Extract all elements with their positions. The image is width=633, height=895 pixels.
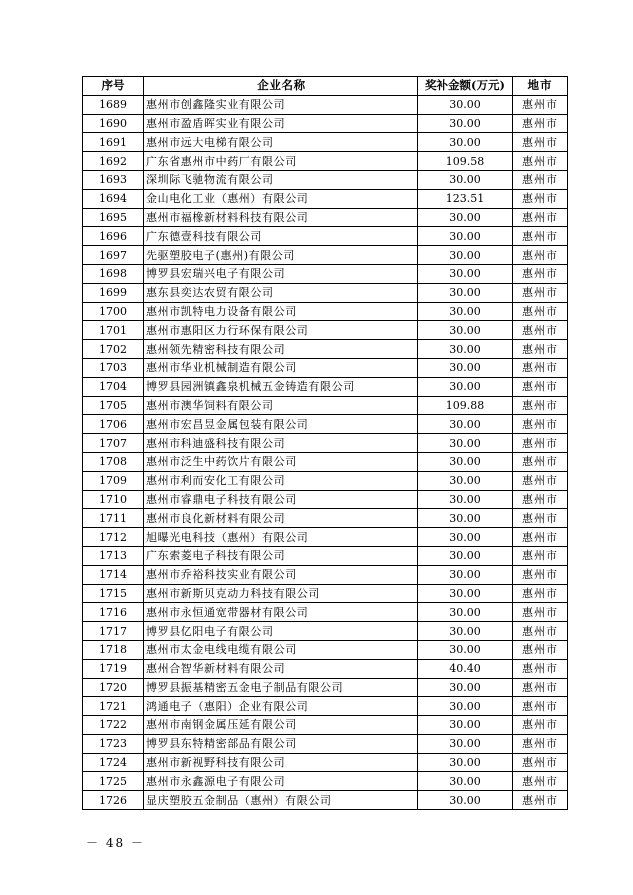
serial-number-cell: 1706 bbox=[83, 415, 144, 434]
table-row bbox=[83, 246, 568, 265]
city-cell: 惠州市 bbox=[513, 697, 568, 716]
subsidy-amount-cell: 30.00 bbox=[418, 114, 513, 133]
table-row bbox=[83, 622, 568, 641]
company-name-cell: 惠州市睿鼎电子科技有限公司 bbox=[144, 490, 418, 509]
subsidy-amount-cell: 30.00 bbox=[418, 321, 513, 340]
serial-number-cell: 1716 bbox=[83, 603, 144, 622]
table-row bbox=[83, 490, 568, 509]
subsidy-amount-cell: 30.00 bbox=[418, 697, 513, 716]
table-row bbox=[83, 716, 568, 735]
table-row bbox=[83, 208, 568, 227]
table-row bbox=[83, 603, 568, 622]
subsidy-amount-cell: 30.00 bbox=[418, 246, 513, 265]
serial-number-cell: 1710 bbox=[83, 490, 144, 509]
serial-number-cell: 1709 bbox=[83, 471, 144, 490]
company-name-cell: 惠州市凯特电力设备有限公司 bbox=[144, 302, 418, 321]
serial-number-cell: 1722 bbox=[83, 716, 144, 735]
subsidy-amount-cell: 109.58 bbox=[418, 152, 513, 171]
city-cell: 惠州市 bbox=[513, 340, 568, 359]
header-company-name: 企业名称 bbox=[144, 77, 418, 96]
city-cell: 惠州市 bbox=[513, 565, 568, 584]
table-row bbox=[83, 791, 568, 810]
subsidy-amount-cell: 30.00 bbox=[418, 283, 513, 302]
serial-number-cell: 1689 bbox=[83, 95, 144, 114]
table-row bbox=[83, 640, 568, 659]
serial-number-cell: 1715 bbox=[83, 584, 144, 603]
serial-number-cell: 1700 bbox=[83, 302, 144, 321]
table-row bbox=[83, 452, 568, 471]
table-row bbox=[83, 114, 568, 133]
subsidy-amount-cell: 40.40 bbox=[418, 659, 513, 678]
subsidy-amount-cell: 30.00 bbox=[418, 227, 513, 246]
city-cell: 惠州市 bbox=[513, 584, 568, 603]
serial-number-cell: 1699 bbox=[83, 283, 144, 302]
subsidy-amount-cell: 30.00 bbox=[418, 640, 513, 659]
city-cell: 惠州市 bbox=[513, 490, 568, 509]
subsidy-amount-cell: 30.00 bbox=[418, 584, 513, 603]
table-row bbox=[83, 377, 568, 396]
subsidy-amount-cell: 30.00 bbox=[418, 415, 513, 434]
company-name-cell: 惠州领先精密科技有限公司 bbox=[144, 340, 418, 359]
serial-number-cell: 1704 bbox=[83, 377, 144, 396]
subsidy-amount-cell: 109.88 bbox=[418, 396, 513, 415]
subsidy-amount-cell: 30.00 bbox=[418, 678, 513, 697]
company-name-cell: 金山电化工业（惠州）有限公司 bbox=[144, 189, 418, 208]
serial-number-cell: 1713 bbox=[83, 546, 144, 565]
subsidy-amount-cell: 30.00 bbox=[418, 95, 513, 114]
company-name-cell: 惠州市华业机械制造有限公司 bbox=[144, 358, 418, 377]
city-cell: 惠州市 bbox=[513, 546, 568, 565]
city-cell: 惠州市 bbox=[513, 791, 568, 810]
city-cell: 惠州市 bbox=[513, 415, 568, 434]
company-name-cell: 惠州市泛生中药饮片有限公司 bbox=[144, 452, 418, 471]
serial-number-cell: 1721 bbox=[83, 697, 144, 716]
serial-number-cell: 1725 bbox=[83, 772, 144, 791]
city-cell: 惠州市 bbox=[513, 640, 568, 659]
serial-number-cell: 1697 bbox=[83, 246, 144, 265]
serial-number-cell: 1698 bbox=[83, 264, 144, 283]
table-row bbox=[83, 396, 568, 415]
company-name-cell: 惠州市科迪盛科技有限公司 bbox=[144, 434, 418, 453]
city-cell: 惠州市 bbox=[513, 377, 568, 396]
table-row bbox=[83, 95, 568, 114]
subsidy-table bbox=[82, 76, 568, 810]
serial-number-cell: 1692 bbox=[83, 152, 144, 171]
city-cell: 惠州市 bbox=[513, 659, 568, 678]
city-cell: 惠州市 bbox=[513, 678, 568, 697]
city-cell: 惠州市 bbox=[513, 528, 568, 547]
serial-number-cell: 1708 bbox=[83, 452, 144, 471]
city-cell: 惠州市 bbox=[513, 716, 568, 735]
table-row bbox=[83, 546, 568, 565]
company-name-cell: 惠州市太金电线电缆有限公司 bbox=[144, 640, 418, 659]
subsidy-amount-cell: 30.00 bbox=[418, 358, 513, 377]
subsidy-amount-cell: 30.00 bbox=[418, 509, 513, 528]
serial-number-cell: 1690 bbox=[83, 114, 144, 133]
table-row bbox=[83, 189, 568, 208]
city-cell: 惠州市 bbox=[513, 434, 568, 453]
subsidy-amount-cell: 123.51 bbox=[418, 189, 513, 208]
subsidy-amount-cell: 30.00 bbox=[418, 302, 513, 321]
table-row bbox=[83, 509, 568, 528]
serial-number-cell: 1711 bbox=[83, 509, 144, 528]
table-row bbox=[83, 734, 568, 753]
subsidy-amount-cell: 30.00 bbox=[418, 603, 513, 622]
city-cell: 惠州市 bbox=[513, 603, 568, 622]
city-cell: 惠州市 bbox=[513, 208, 568, 227]
company-name-cell: 惠州市利而安化工有限公司 bbox=[144, 471, 418, 490]
subsidy-amount-cell: 30.00 bbox=[418, 490, 513, 509]
city-cell: 惠州市 bbox=[513, 753, 568, 772]
company-name-cell: 广东省惠州市中药厂有限公司 bbox=[144, 152, 418, 171]
company-name-cell: 惠州合智华新材料有限公司 bbox=[144, 659, 418, 678]
subsidy-amount-cell: 30.00 bbox=[418, 264, 513, 283]
city-cell: 惠州市 bbox=[513, 189, 568, 208]
subsidy-amount-cell: 30.00 bbox=[418, 716, 513, 735]
city-cell: 惠州市 bbox=[513, 734, 568, 753]
subsidy-amount-cell: 30.00 bbox=[418, 452, 513, 471]
serial-number-cell: 1703 bbox=[83, 358, 144, 377]
city-cell: 惠州市 bbox=[513, 396, 568, 415]
subsidy-amount-cell: 30.00 bbox=[418, 791, 513, 810]
header-subsidy-amount: 奖补金额(万元) bbox=[418, 77, 513, 96]
subsidy-amount-cell: 30.00 bbox=[418, 377, 513, 396]
table-row bbox=[83, 434, 568, 453]
table-row bbox=[83, 227, 568, 246]
table-row bbox=[83, 170, 568, 189]
subsidy-amount-cell: 30.00 bbox=[418, 528, 513, 547]
company-name-cell: 先驱塑胶电子(惠州)有限公司 bbox=[144, 246, 418, 265]
company-name-cell: 惠州市新视野科技有限公司 bbox=[144, 753, 418, 772]
table-row bbox=[83, 358, 568, 377]
subsidy-amount-cell: 30.00 bbox=[418, 734, 513, 753]
header-serial-number: 序号 bbox=[83, 77, 144, 96]
company-name-cell: 惠州市乔裕科技实业有限公司 bbox=[144, 565, 418, 584]
city-cell: 惠州市 bbox=[513, 321, 568, 340]
company-name-cell: 广东索菱电子科技有限公司 bbox=[144, 546, 418, 565]
company-name-cell: 博罗县振基精密五金电子制品有限公司 bbox=[144, 678, 418, 697]
city-cell: 惠州市 bbox=[513, 452, 568, 471]
subsidy-amount-cell: 30.00 bbox=[418, 753, 513, 772]
company-name-cell: 惠州市盈盾晖实业有限公司 bbox=[144, 114, 418, 133]
table-row bbox=[83, 528, 568, 547]
subsidy-amount-cell: 30.00 bbox=[418, 340, 513, 359]
city-cell: 惠州市 bbox=[513, 170, 568, 189]
company-name-cell: 惠州市永恒通宽带器材有限公司 bbox=[144, 603, 418, 622]
table-row bbox=[83, 152, 568, 171]
city-cell: 惠州市 bbox=[513, 358, 568, 377]
city-cell: 惠州市 bbox=[513, 471, 568, 490]
table-row bbox=[83, 264, 568, 283]
company-name-cell: 显庆塑胶五金制品（惠州）有限公司 bbox=[144, 791, 418, 810]
table-row bbox=[83, 471, 568, 490]
city-cell: 惠州市 bbox=[513, 283, 568, 302]
city-cell: 惠州市 bbox=[513, 246, 568, 265]
table-row bbox=[83, 340, 568, 359]
serial-number-cell: 1718 bbox=[83, 640, 144, 659]
city-cell: 惠州市 bbox=[513, 302, 568, 321]
subsidy-amount-cell: 30.00 bbox=[418, 170, 513, 189]
city-cell: 惠州市 bbox=[513, 772, 568, 791]
subsidy-amount-cell: 30.00 bbox=[418, 546, 513, 565]
serial-number-cell: 1724 bbox=[83, 753, 144, 772]
company-name-cell: 深圳际飞驰物流有限公司 bbox=[144, 170, 418, 189]
subsidy-amount-cell: 30.00 bbox=[418, 471, 513, 490]
company-name-cell: 旭曝光电科技（惠州）有限公司 bbox=[144, 528, 418, 547]
serial-number-cell: 1717 bbox=[83, 622, 144, 641]
serial-number-cell: 1702 bbox=[83, 340, 144, 359]
company-name-cell: 惠州市南钢金属压延有限公司 bbox=[144, 716, 418, 735]
table-row bbox=[83, 659, 568, 678]
table-row bbox=[83, 584, 568, 603]
page-number: － 48 － bbox=[86, 836, 145, 850]
company-name-cell: 惠州市良化新材料有限公司 bbox=[144, 509, 418, 528]
subsidy-amount-cell: 30.00 bbox=[418, 133, 513, 152]
table-header-row bbox=[83, 77, 568, 96]
table-row bbox=[83, 772, 568, 791]
serial-number-cell: 1723 bbox=[83, 734, 144, 753]
company-name-cell: 惠州市创鑫隆实业有限公司 bbox=[144, 95, 418, 114]
serial-number-cell: 1691 bbox=[83, 133, 144, 152]
company-name-cell: 惠州市澳华饲料有限公司 bbox=[144, 396, 418, 415]
table-body bbox=[83, 95, 568, 809]
company-name-cell: 惠州市新斯贝克动力科技有限公司 bbox=[144, 584, 418, 603]
table-row bbox=[83, 697, 568, 716]
company-name-cell: 惠州市惠阳区力行环保有限公司 bbox=[144, 321, 418, 340]
header-city: 地市 bbox=[513, 77, 568, 96]
serial-number-cell: 1696 bbox=[83, 227, 144, 246]
company-name-cell: 惠州市永鑫源电子有限公司 bbox=[144, 772, 418, 791]
serial-number-cell: 1712 bbox=[83, 528, 144, 547]
serial-number-cell: 1694 bbox=[83, 189, 144, 208]
serial-number-cell: 1714 bbox=[83, 565, 144, 584]
company-name-cell: 博罗县园洲镇鑫泉机械五金铸造有限公司 bbox=[144, 377, 418, 396]
company-name-cell: 广东德壹科技有限公司 bbox=[144, 227, 418, 246]
city-cell: 惠州市 bbox=[513, 227, 568, 246]
city-cell: 惠州市 bbox=[513, 622, 568, 641]
table-row bbox=[83, 415, 568, 434]
company-name-cell: 博罗县亿阳电子有限公司 bbox=[144, 622, 418, 641]
table-row bbox=[83, 321, 568, 340]
subsidy-amount-cell: 30.00 bbox=[418, 772, 513, 791]
company-name-cell: 惠州市宏昌昱金属包装有限公司 bbox=[144, 415, 418, 434]
company-name-cell: 惠州市福橡新材料科技有限公司 bbox=[144, 208, 418, 227]
table-row bbox=[83, 283, 568, 302]
company-name-cell: 惠东县奕达农贸有限公司 bbox=[144, 283, 418, 302]
company-name-cell: 博罗县宏瑞兴电子有限公司 bbox=[144, 264, 418, 283]
serial-number-cell: 1695 bbox=[83, 208, 144, 227]
city-cell: 惠州市 bbox=[513, 152, 568, 171]
city-cell: 惠州市 bbox=[513, 95, 568, 114]
subsidy-amount-cell: 30.00 bbox=[418, 434, 513, 453]
company-name-cell: 博罗县东特精密部品有限公司 bbox=[144, 734, 418, 753]
subsidy-amount-cell: 30.00 bbox=[418, 208, 513, 227]
city-cell: 惠州市 bbox=[513, 264, 568, 283]
serial-number-cell: 1726 bbox=[83, 791, 144, 810]
table-row bbox=[83, 133, 568, 152]
serial-number-cell: 1719 bbox=[83, 659, 144, 678]
city-cell: 惠州市 bbox=[513, 114, 568, 133]
serial-number-cell: 1705 bbox=[83, 396, 144, 415]
serial-number-cell: 1701 bbox=[83, 321, 144, 340]
serial-number-cell: 1693 bbox=[83, 170, 144, 189]
serial-number-cell: 1720 bbox=[83, 678, 144, 697]
table-row bbox=[83, 565, 568, 584]
table-row bbox=[83, 678, 568, 697]
company-name-cell: 惠州市远大电梯有限公司 bbox=[144, 133, 418, 152]
table-row bbox=[83, 753, 568, 772]
serial-number-cell: 1707 bbox=[83, 434, 144, 453]
city-cell: 惠州市 bbox=[513, 133, 568, 152]
table-row bbox=[83, 302, 568, 321]
company-name-cell: 鸿通电子（惠阳）企业有限公司 bbox=[144, 697, 418, 716]
subsidy-amount-cell: 30.00 bbox=[418, 622, 513, 641]
city-cell: 惠州市 bbox=[513, 509, 568, 528]
subsidy-amount-cell: 30.00 bbox=[418, 565, 513, 584]
